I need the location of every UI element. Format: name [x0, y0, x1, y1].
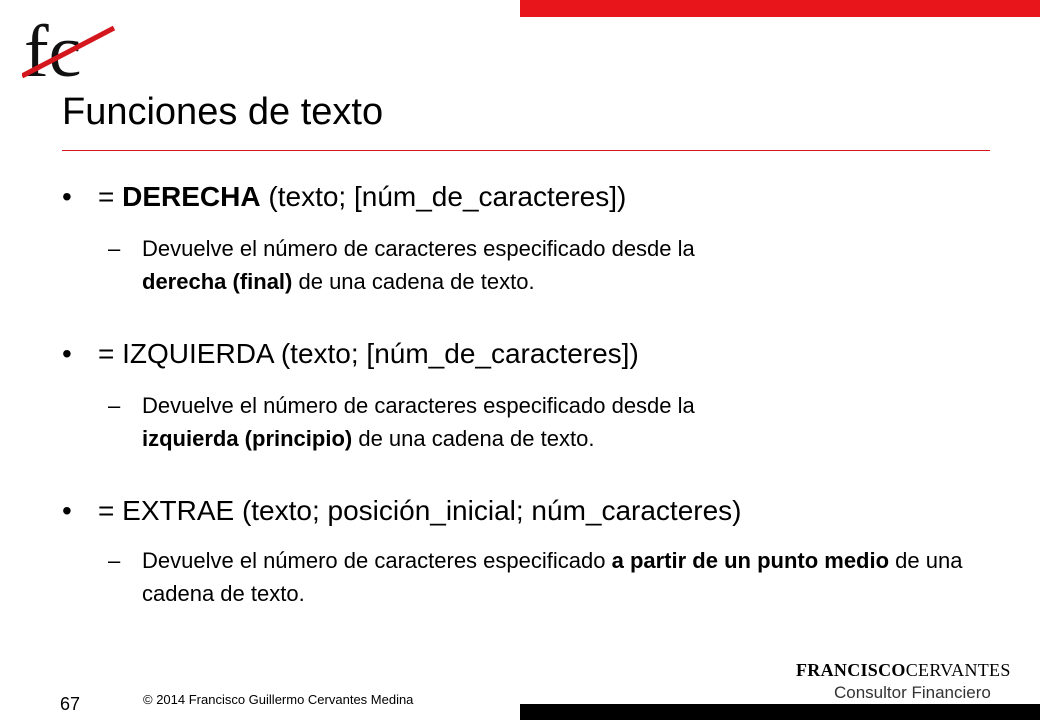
function-name: EXTRAE — [122, 495, 235, 526]
description-izquierda — [108, 389, 968, 455]
dash-marker: – — [108, 393, 121, 418]
bottom-accent-bar — [520, 704, 1040, 720]
description-highlight: derecha (final) — [142, 269, 293, 294]
description-extrae — [108, 544, 968, 610]
svg-text:fc: fc — [24, 11, 82, 90]
bullet-prefix: = — [98, 495, 123, 526]
title-divider — [62, 150, 990, 151]
brand-subtitle: Consultor Financiero — [834, 683, 991, 702]
brand-name — [796, 660, 1026, 681]
bullet-prefix: = — [98, 181, 123, 212]
fc-logo — [22, 10, 118, 90]
copyright-notice: © 2014 Francisco Guillermo Cervantes Medina — [143, 692, 414, 707]
bullet-prefix: = — [98, 338, 123, 369]
bullet-extrae — [62, 494, 742, 528]
description-text: Devuelve el número de caracteres especificado desde la — [142, 393, 695, 418]
description-text: Devuelve el número de caracteres especificado — [142, 548, 612, 573]
function-syntax: (texto; [núm_de_caracteres]) — [260, 181, 627, 212]
dash-marker: – — [108, 236, 121, 261]
description-tail: de una cadena de texto. — [352, 426, 595, 451]
description-tail: de una cadena de texto. — [142, 548, 963, 606]
brand-name-bold: FRANCISCO — [796, 660, 906, 680]
description-tail: de una cadena de texto. — [292, 269, 535, 294]
page-number: 67 — [60, 694, 81, 714]
description-highlight: izquierda (principio) — [142, 426, 353, 451]
brand-logo — [796, 660, 1026, 703]
description-highlight: a partir de un punto medio — [611, 548, 890, 573]
function-syntax: (texto; [núm_de_caracteres]) — [273, 338, 639, 369]
description-derecha — [108, 232, 968, 298]
bullet-derecha — [62, 180, 626, 214]
bullet-dot: • — [62, 338, 72, 369]
function-syntax: (texto; posición_inicial; núm_caracteres) — [234, 495, 742, 526]
description-text: Devuelve el número de caracteres especificado desde la — [142, 236, 695, 261]
function-name: DERECHA — [122, 181, 261, 212]
dash-marker: – — [108, 548, 121, 573]
slide-title: Funciones de texto — [62, 91, 384, 133]
bullet-izquierda — [62, 337, 639, 371]
function-name: IZQUIERDA — [122, 338, 274, 369]
top-accent-bar — [520, 0, 1040, 17]
bullet-dot: • — [62, 495, 72, 526]
bullet-dot: • — [62, 181, 72, 212]
brand-name-light: CERVANTES — [905, 660, 1011, 680]
